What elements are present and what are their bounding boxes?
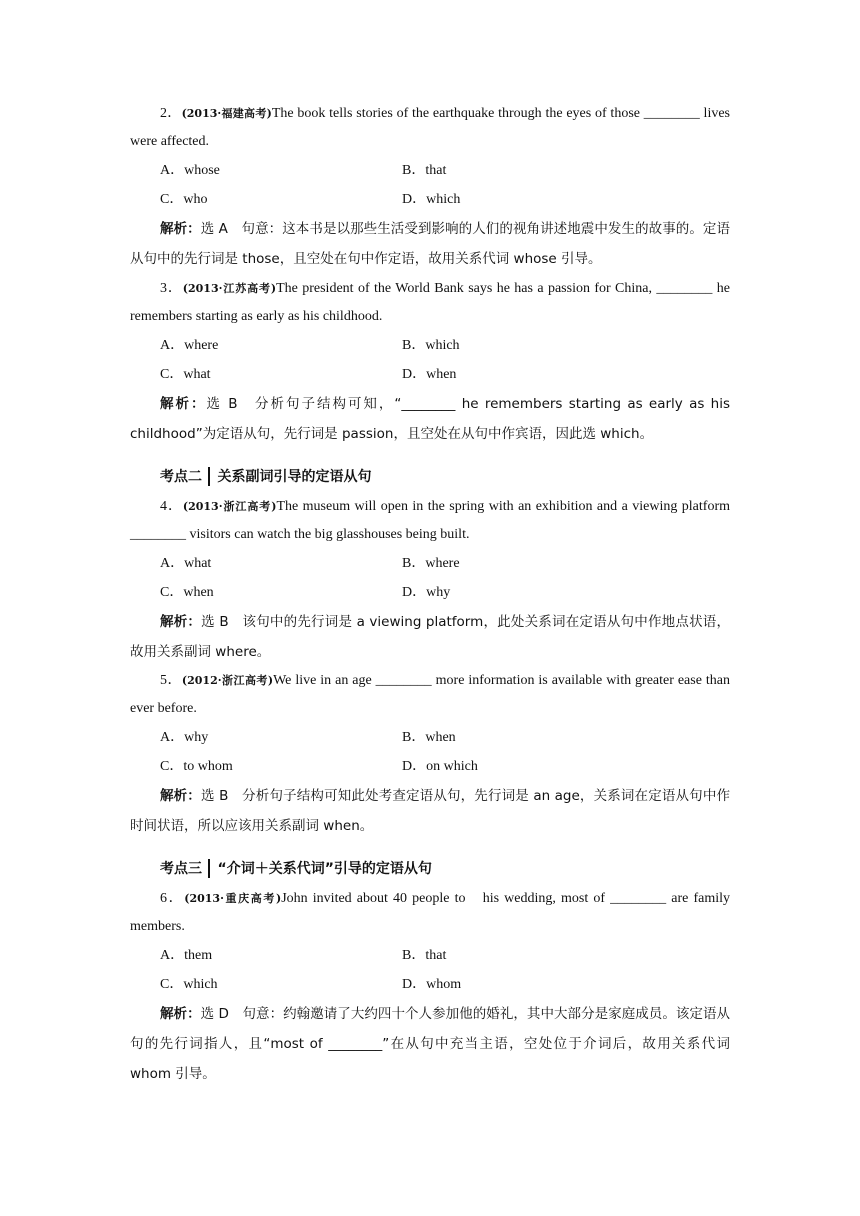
- document-page: [130, 100, 730, 1089]
- section-tag: 考点三: [160, 861, 202, 877]
- option-c: C．what: [160, 367, 211, 382]
- section-heading: [130, 461, 730, 491]
- question-5: [130, 667, 730, 841]
- option-d: D．why: [402, 585, 451, 600]
- options: [130, 941, 730, 999]
- option-d: D．when: [402, 367, 457, 382]
- option-a: A．where: [160, 338, 219, 353]
- question-stem: 5．(2012·浙江高考)We live in an age ________ more information is available with greater ease than ever before.: [130, 673, 730, 716]
- options: [130, 156, 730, 214]
- options: [130, 331, 730, 389]
- question-stem: 3．(2013·江苏高考)The president of the World Bank says he has a passion for China, ________ he remembers starting as early as his childhood.: [130, 281, 730, 324]
- option-d: D．which: [402, 192, 461, 207]
- divider: [208, 859, 210, 878]
- option-c: C．which: [160, 977, 218, 992]
- analysis: 解析：选 A 句意：这本书是以那些生活受到影响的人们的视角讲述地震中发生的故事的。定语从句中的先行词是 those，且空处在句中作定语，故用关系代词 whose 引导。: [130, 221, 731, 267]
- option-d: D．whom: [402, 977, 462, 992]
- question-3: [130, 275, 730, 449]
- question-4: [130, 493, 730, 667]
- section-title: “介词＋关系代词”引导的定语从句: [217, 861, 432, 877]
- section-title: 关系副词引导的定语从句: [217, 469, 372, 485]
- analysis: 解析：选 D 句意：约翰邀请了大约四十个人参加他的婚礼，其中大部分是家庭成员。该定语从句的先行词指人，且“most of ________”在从句中充当主语，空处位于介词后，故用关系代词 whom 引导。: [130, 1006, 731, 1082]
- option-b: B．that: [402, 163, 447, 178]
- option-c: C．to whom: [160, 759, 233, 774]
- option-a: A．why: [160, 730, 209, 745]
- option-a: A．them: [160, 948, 213, 963]
- analysis: 解析：选 B 分析句子结构可知，“________ he remembers starting as early as his childhood”为定语从句，先行词是 passion，且空处在从句中作宾语，因此选 which。: [130, 396, 731, 442]
- analysis: 解析：选 B 分析句子结构可知此处考查定语从句，先行词是 an age，关系词在定语从句中作时间状语，所以应该用关系副词 when。: [130, 788, 730, 834]
- option-c: C．when: [160, 585, 214, 600]
- question-stem: 4．(2013·浙江高考)The museum will open in the spring with an exhibition and a viewing platform ________ visitors can watch the big glasshouses being built.: [130, 499, 730, 542]
- question-2: [130, 100, 731, 267]
- options: [130, 549, 730, 607]
- option-a: A．what: [160, 556, 212, 571]
- divider: [208, 467, 210, 486]
- section-heading: [130, 853, 730, 883]
- section-tag: 考点二: [160, 469, 202, 485]
- option-a: A．whose: [160, 163, 220, 178]
- question-stem: 6．(2013·重庆高考)John invited about 40 people to his wedding, most of ________ are family members.: [130, 891, 731, 934]
- options: [130, 723, 730, 781]
- option-c: C．who: [160, 192, 208, 207]
- option-b: B．which: [402, 338, 460, 353]
- option-b: B．that: [402, 948, 447, 963]
- question-stem: 2．(2013·福建高考)The book tells stories of the earthquake through the eyes of those ________ lives were affected.: [130, 106, 730, 149]
- option-b: B．when: [402, 730, 456, 745]
- option-d: D．on which: [402, 759, 478, 774]
- option-b: B．where: [402, 556, 460, 571]
- question-6: [130, 885, 730, 1089]
- analysis: 解析：选 B 该句中的先行词是 a viewing platform，此处关系词在定语从句中作地点状语，故用关系副词 where。: [130, 614, 730, 660]
